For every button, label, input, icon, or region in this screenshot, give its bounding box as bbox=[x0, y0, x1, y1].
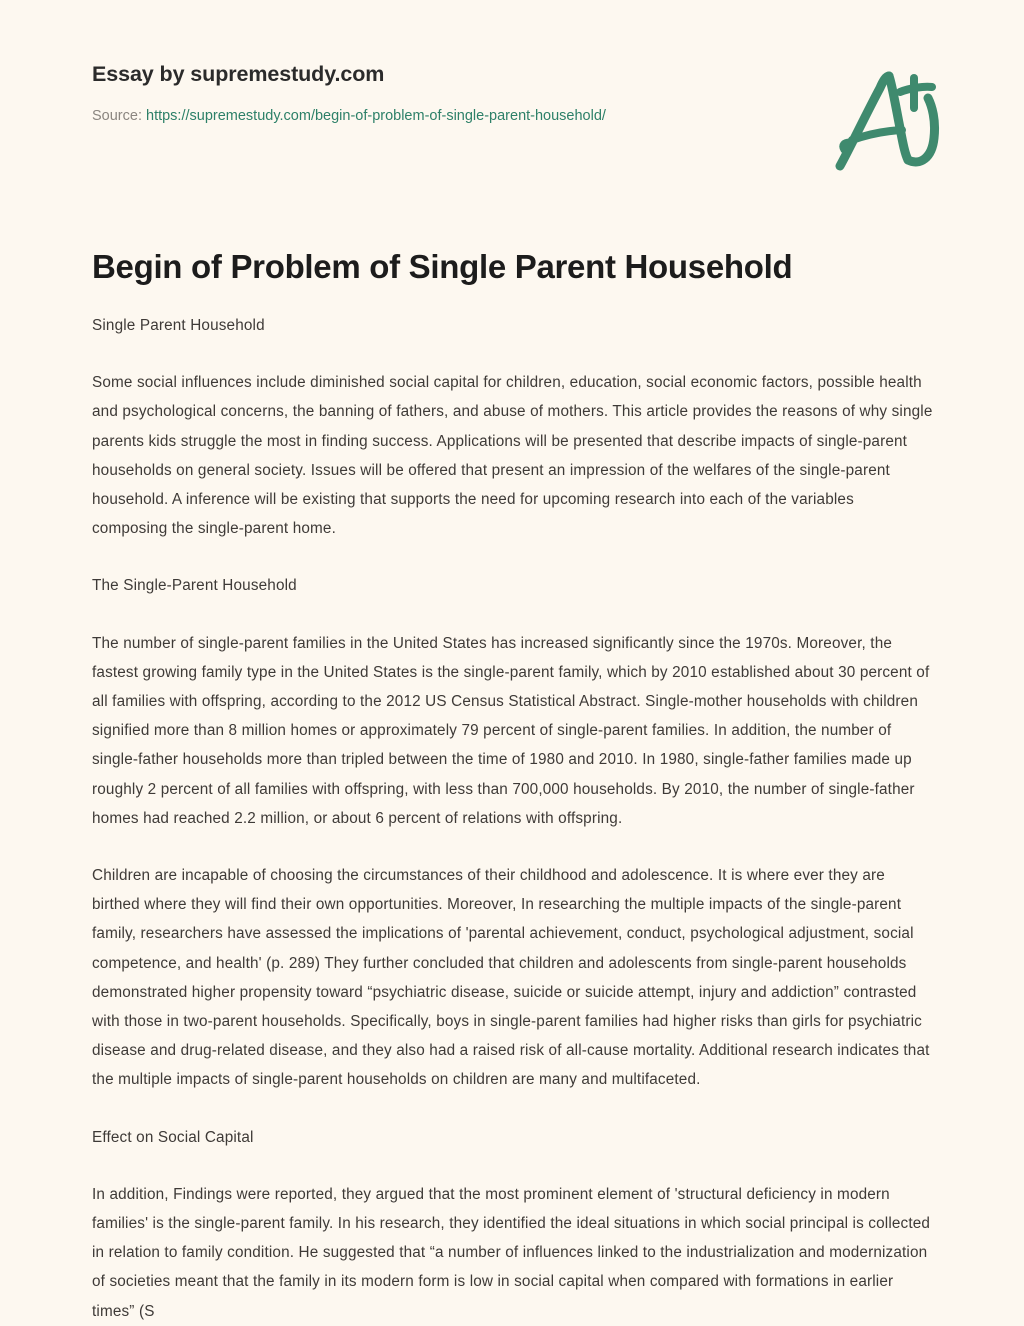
paragraph-social-capital: In addition, Findings were reported, they argued that the most prominent element of 'structural deficiency in modern families' is the single-parent family. In his research, they identified the ideal situations in which social principal is collected in relation to family condition. He suggested that “a number of influences linked to the industrialization and modernization of societies meant that the family in its modern form is low in social capital when compared with formations in earlier times” (S bbox=[92, 1185, 931, 1320]
subheading-single-parent-household: Single Parent Household bbox=[92, 317, 265, 334]
a-plus-logo bbox=[828, 66, 948, 178]
article-body bbox=[92, 311, 933, 1326]
source-url-link[interactable]: https://supremestudy.com/begin-of-problem-of-single-parent-household/ bbox=[146, 107, 606, 124]
source-label: Source: bbox=[92, 107, 146, 124]
paragraph-intro: Some social influences include diminished social capital for children, education, social economic factors, possible health and psychological concerns, the banning of fathers, and abuse of mothers. This article provides the reasons of why single parents kids struggle the most in finding success. Applications will be presented that describe impacts of single-parent households on general society. Issues will be offered that present an impression of the welfares of the single-parent household. A inference will be existing that supports the need for upcoming research into each of the variables composing the single-parent home. bbox=[92, 374, 933, 538]
essay-byline: Essay by supremestudy.com bbox=[92, 62, 385, 86]
paragraph-children-impacts: Children are incapable of choosing the circumstances of their childhood and adolescence. It is where ever they are birthed where they will find their own opportunities. Moreover, In researching the multiple impacts of the single-parent family, researchers have assessed the implications of 'parental achievement, conduct, psychological adjustment, social competence, and health' (p. 289) They further concluded that children and adolescents from single-parent households demonstrated higher propensity toward “psychiatric disease, suicide or suicide attempt, injury and addiction” contrasted with those in two-parent households. Specifically, boys in single-parent families had higher risks than girls for psychiatric disease and drug-related disease, and they also had a raised risk of all-cause mortality. Additional research indicates that the multiple impacts of single-parent households on children are many and multifaceted. bbox=[92, 867, 930, 1089]
subheading-effect-on-social-capital: Effect on Social Capital bbox=[92, 1128, 254, 1146]
a-plus-logo-icon bbox=[828, 66, 948, 178]
paragraph-statistics: The number of single-parent families in the United States has increased significantly since the 1970s. Moreover, the fastest growing family type in the United States is the single-parent family, which by 2010 established about 30 percent of all families with offspring, according to the 2012 US Census Statistical Abstract. Single-mother households with children signified more than 8 million homes or approximately 79 percent of single-parent families. In addition, the number of single-father households more than tripled between the time of 1980 and 2010. In 1980, single-father families made up roughly 2 percent of all families with offspring, with less than 700,000 households. By 2010, the number of single-father homes had reached 2.2 million, or about 6 percent of relations with offspring. bbox=[92, 634, 930, 827]
page-title: Begin of Problem of Single Parent Household bbox=[92, 248, 793, 285]
subheading-the-single-parent-household: The Single-Parent Household bbox=[92, 577, 297, 595]
